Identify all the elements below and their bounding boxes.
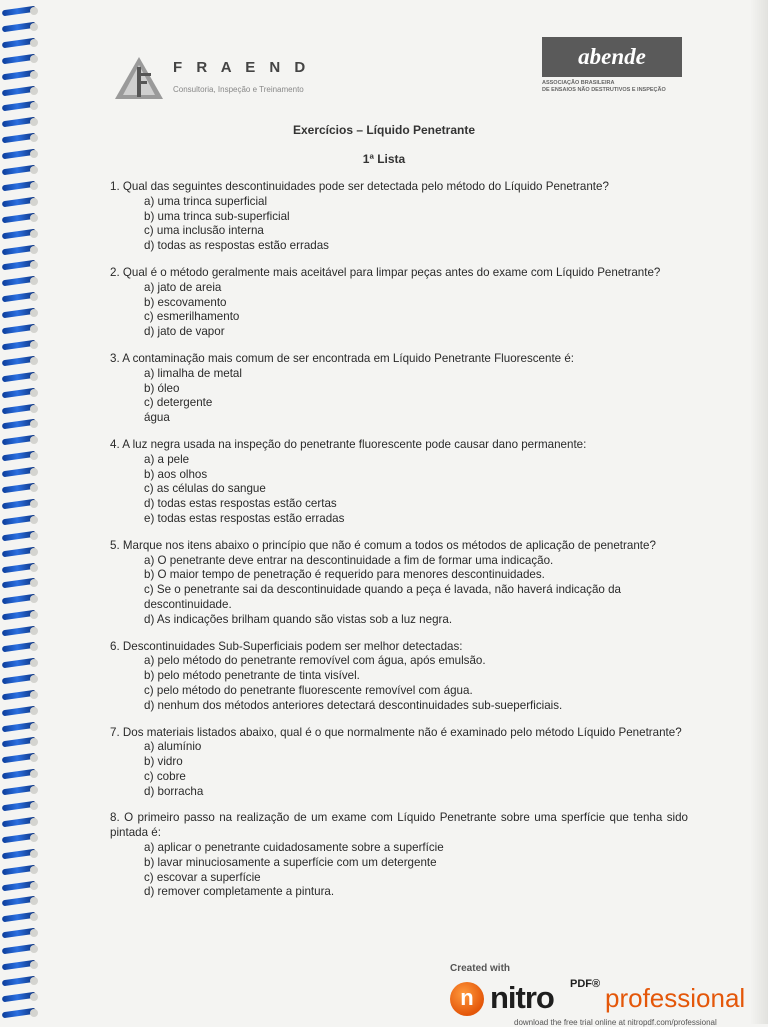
answer-option: água: [144, 411, 170, 425]
binding-hole: [30, 214, 38, 222]
answer-option: d) As indicações brilham quando são vistas sob a luz negra.: [144, 612, 453, 626]
binding-hole: [30, 309, 38, 317]
binding-hole: [30, 770, 38, 778]
answer-option: a) jato de areia: [144, 280, 222, 294]
binding-hole: [30, 786, 38, 794]
answer-option: c) Se o penetrante sai da descontinuidade quando a peça é lavada, não haverá indicação da descontinuidade.: [144, 583, 621, 611]
answer-option: b) uma trinca sub-superficial: [144, 209, 290, 223]
binding-hole: [30, 961, 38, 969]
nitro-brand: nitro: [490, 980, 554, 1015]
answer-option: c) uma inclusão interna: [144, 224, 264, 238]
binding-hole: [30, 405, 38, 413]
binding-hole: [30, 39, 38, 47]
question-text: 3. A contaminação mais comum de ser encontrada em Líquido Penetrante Fluorescente é:: [110, 351, 575, 365]
binding-hole: [30, 452, 38, 460]
answer-options: [110, 654, 688, 713]
binding-hole: [30, 277, 38, 285]
nitro-pdf-label: [570, 978, 600, 990]
answer-option: c) escovar a superfície: [144, 870, 261, 884]
answer-option: b) aos olhos: [144, 467, 208, 481]
binding-hole: [30, 754, 38, 762]
binding-hole: [30, 166, 38, 174]
answer-option: c) esmerilhamento: [144, 310, 240, 324]
answer-option: a) aplicar o penetrante cuidadosamente sobre a superfície: [144, 841, 444, 855]
answer-option: d) remover completamente a pintura.: [144, 885, 335, 899]
binding-hole: [30, 564, 38, 572]
question-text: 2. Qual é o método geralmente mais aceitável para limpar peças antes do exame com Líquido Penetrante?: [110, 265, 661, 279]
nitro-product: professional: [605, 983, 746, 1013]
binding-hole: [30, 532, 38, 540]
answer-option: c) detergente: [144, 396, 213, 410]
answer-option: a) a pele: [144, 452, 190, 466]
nitro-watermark: [450, 962, 768, 1027]
binding-hole: [30, 882, 38, 890]
binding-hole: [30, 484, 38, 492]
question-block: [110, 726, 688, 800]
answer-options: [110, 554, 688, 628]
answer-options: [110, 367, 688, 426]
fraend-tagline: Consultoria, Inspeção e Treinamento: [173, 85, 304, 94]
list-title: 1ª Lista: [362, 152, 406, 166]
answer-option: a) pelo método do penetrante removível com água, após emulsão.: [144, 654, 486, 668]
binding-hole: [30, 500, 38, 508]
answer-option: b) escovamento: [144, 295, 227, 309]
binding-hole: [30, 341, 38, 349]
binding-hole: [30, 738, 38, 746]
question-block: [110, 352, 688, 426]
question-block: [110, 539, 688, 628]
binding-hole: [30, 246, 38, 254]
binding-hole: [30, 373, 38, 381]
question-block: [110, 438, 688, 527]
binding-hole: [30, 87, 38, 95]
fraend-logo: [113, 55, 313, 105]
binding-hole: [30, 659, 38, 667]
question-text: 7. Dos materiais listados abaixo, qual é o que normalmente não é examinado pelo método Líquido Penetrante?: [110, 725, 682, 739]
binding-hole: [30, 548, 38, 556]
answer-option: a) alumínio: [144, 740, 202, 754]
question-text: 5. Marque nos itens abaixo o princípio que não é comum a todos os métodos de aplicação de penetrante?: [110, 538, 656, 552]
nitro-download-text: download the free trial online at nitropdf.com/professional: [514, 1018, 717, 1027]
binding-hole: [30, 627, 38, 635]
binding-hole: [30, 707, 38, 715]
answer-option: a) O penetrante deve entrar na descontinuidade a fim de formar uma indicação.: [144, 553, 554, 567]
binding-hole: [30, 723, 38, 731]
binding-hole: [30, 293, 38, 301]
answer-option: a) limalha de metal: [144, 366, 242, 380]
answer-option: a) uma trinca superficial: [144, 194, 268, 208]
abende-wordmark: abende: [542, 37, 682, 77]
nitro-reg-mark: ®: [592, 978, 601, 990]
nitro-logo-icon: n: [450, 982, 484, 1016]
answer-option: c) as células do sangue: [144, 482, 266, 496]
binding-hole: [30, 579, 38, 587]
answer-options: [110, 195, 688, 254]
binding-hole: [30, 834, 38, 842]
binding-hole: [30, 945, 38, 953]
binding-hole: [30, 595, 38, 603]
binding-hole: [30, 866, 38, 874]
binding-hole: [30, 325, 38, 333]
answer-option: d) borracha: [144, 784, 204, 798]
answer-options: [110, 281, 688, 340]
abende-line2: DE ENSAIOS NÃO DESTRUTIVOS E INSPEÇÃO: [542, 87, 666, 93]
binding-hole: [30, 182, 38, 190]
binding-hole: [30, 102, 38, 110]
binding-hole: [30, 1009, 38, 1017]
answer-option: b) pelo método penetrante de tinta visível.: [144, 669, 360, 683]
question-block: [110, 811, 688, 900]
question-block: [110, 266, 688, 340]
binding-hole: [30, 993, 38, 1001]
question-block: [110, 640, 688, 714]
answer-option: b) lavar minuciosamente a superfície com um detergente: [144, 855, 437, 869]
binding-hole: [30, 389, 38, 397]
answer-option: c) cobre: [144, 769, 186, 783]
binding-hole: [30, 913, 38, 921]
answer-option: d) jato de vapor: [144, 325, 225, 339]
answer-option: d) nenhum dos métodos anteriores detectará descontinuidades sub-sueperficiais.: [144, 698, 563, 712]
question-text: 8. O primeiro passo na realização de um exame com Líquido Penetrante sobre uma sperfície que tenha sido pintada é:: [110, 811, 688, 840]
answer-option: b) O maior tempo de penetração é requerido para menores descontinuidades.: [144, 568, 545, 582]
abende-logo: [542, 37, 682, 97]
answer-option: d) todas as respostas estão erradas: [144, 239, 329, 253]
question-text: 4. A luz negra usada na inspeção do penetrante fluorescente pode causar dano permanente:: [110, 437, 587, 451]
binding-hole: [30, 420, 38, 428]
binding-hole: [30, 691, 38, 699]
binding-hole: [30, 643, 38, 651]
binding-hole: [30, 818, 38, 826]
answer-option: b) vidro: [144, 755, 183, 769]
binding-hole: [30, 357, 38, 365]
binding-hole: [30, 468, 38, 476]
question-list: [110, 180, 688, 912]
abende-line1: ASSOCIAÇÃO BRASILEIRA: [542, 80, 615, 86]
binding-hole: [30, 7, 38, 15]
binding-hole: [30, 802, 38, 810]
nitro-pdf-text: PDF: [570, 978, 592, 990]
binding-hole: [30, 55, 38, 63]
binding-hole: [30, 611, 38, 619]
binding-hole: [30, 23, 38, 31]
binding-hole: [30, 850, 38, 858]
binding-hole: [30, 516, 38, 524]
binding-hole: [30, 198, 38, 206]
binding-hole: [30, 230, 38, 238]
answer-options: [110, 841, 688, 900]
binding-hole: [30, 977, 38, 985]
answer-option: e) todas estas respostas estão erradas: [144, 511, 345, 525]
binding-hole: [30, 929, 38, 937]
question-text: 1. Qual das seguintes descontinuidades pode ser detectada pelo método do Líquido Penetrante?: [110, 180, 609, 193]
fraend-name: F R A E N D: [173, 59, 311, 76]
answer-options: [110, 740, 688, 799]
binding-hole: [30, 897, 38, 905]
answer-option: d) todas estas respostas estão certas: [144, 497, 337, 511]
answer-options: [110, 453, 688, 527]
binding-hole: [30, 261, 38, 269]
binding-hole: [30, 675, 38, 683]
binding-hole: [30, 436, 38, 444]
question-block: [110, 180, 688, 254]
document-title: Exercícios – Líquido Penetrante: [292, 123, 476, 137]
fraend-triangle-icon: [113, 55, 165, 101]
binding-hole: [30, 71, 38, 79]
created-with-label: Created with: [450, 963, 511, 974]
answer-option: c) pelo método do penetrante fluorescente removível com água.: [144, 683, 473, 697]
answer-option: b) óleo: [144, 381, 180, 395]
question-text: 6. Descontinuidades Sub-Superficiais podem ser melhor detectadas:: [110, 639, 463, 653]
